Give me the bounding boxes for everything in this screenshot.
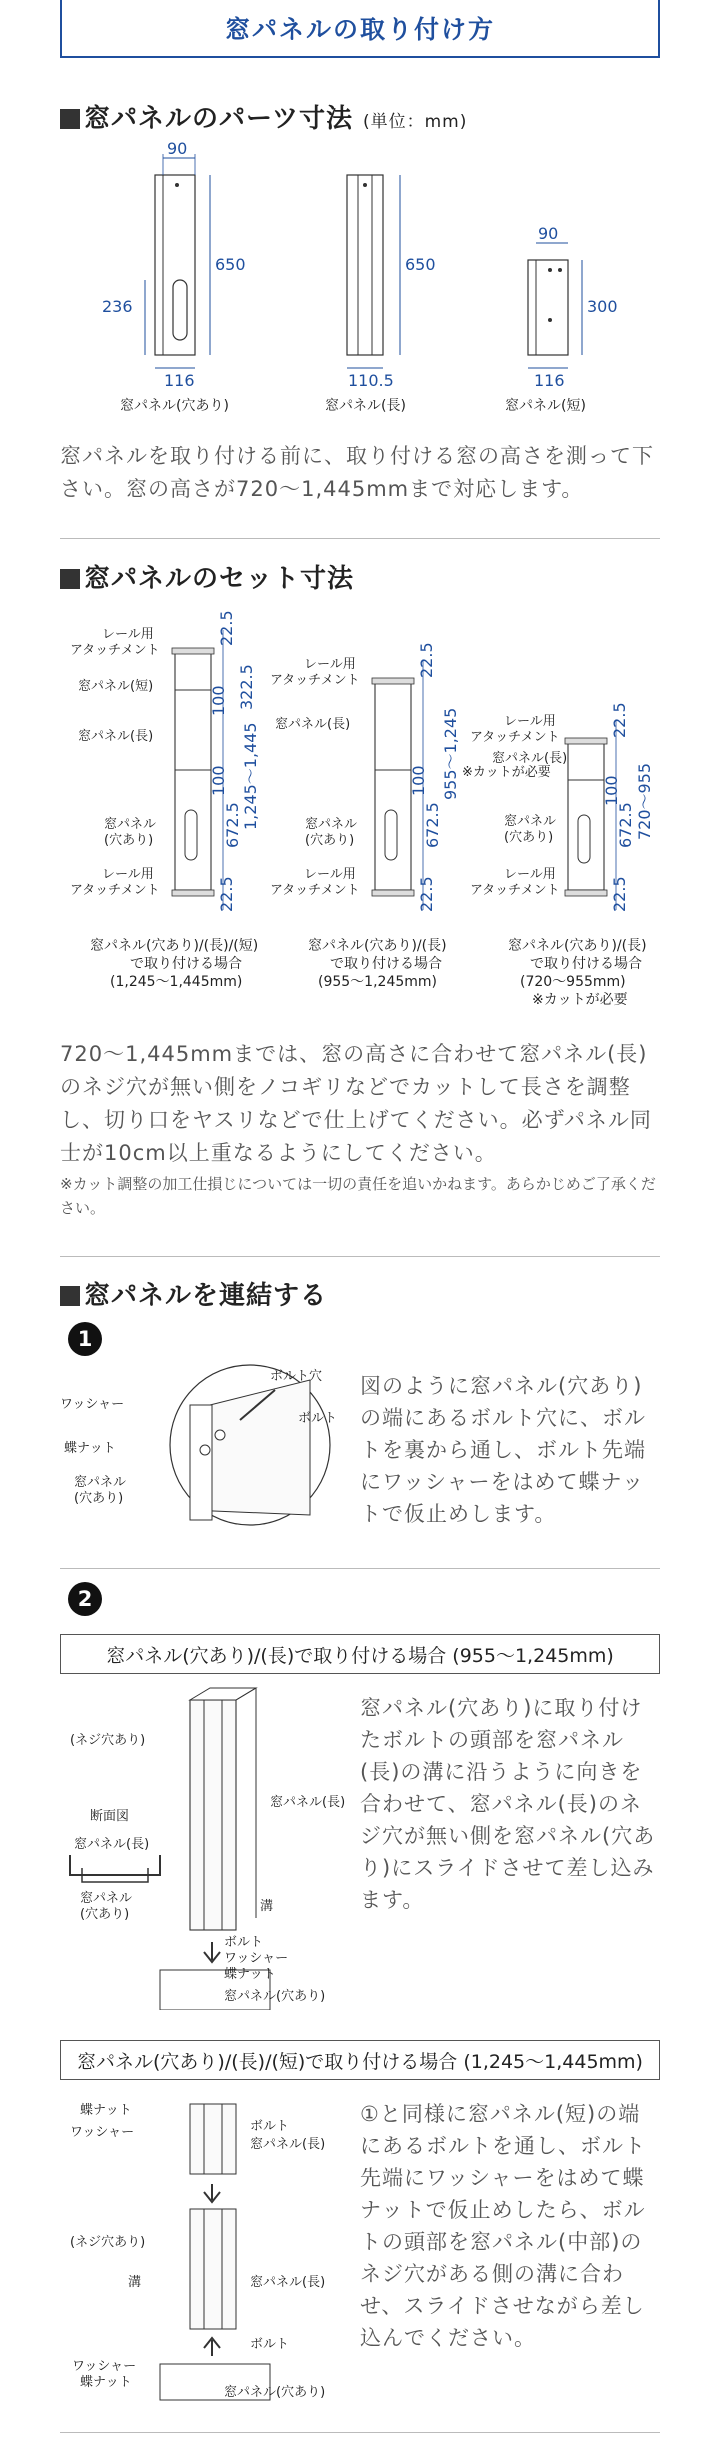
step2a-label-nut: 蝶ナット (224, 1967, 276, 1982)
step1-label-panel1: 窓パネル (74, 1475, 127, 1490)
square-bullet-icon (60, 569, 80, 589)
step1-description: 図のように窓パネル(穴あり)の端にあるボルト穴に、ボルトを裏から通し、ボルト先端にワッシャーをはめて蝶ナットで仮止めします。 (360, 1374, 646, 1526)
setC-dim-bottom: 22.5 (610, 876, 629, 912)
setA-caption1: 窓パネル(穴あり)/(長)/(短) (90, 938, 259, 954)
step2b-label-washer: ワッシャー (70, 2125, 135, 2140)
setB-caption3: (955〜1,245mm) (318, 974, 437, 990)
part-panel-short (505, 224, 618, 414)
setC-attach-bot2: アタッチメント (470, 883, 560, 898)
setA-attach-bot1: レール用 (102, 867, 154, 882)
step2b-label-short: 窓パネル(長) (250, 2137, 326, 2152)
parts-description: 窓パネルを取り付ける前に、取り付ける窓の高さを測って下さい。窓の高さが720〜1,445mmまで対応します。 (60, 444, 654, 501)
part2-height-label: 650 (405, 255, 436, 274)
setC-attach-top2: アタッチメント (470, 730, 560, 745)
case-a-box: 窓パネル(穴あり)/(長)で取り付ける場合 (955〜1,245mm) (60, 1634, 660, 1674)
connect-heading-text: 窓パネルを連結する (84, 1281, 328, 1311)
setB-dim-top: 22.5 (417, 642, 436, 678)
step-2-badge: 2 (68, 1582, 102, 1616)
setC-cut-note: ※カットが必要 (462, 765, 551, 780)
part3-name: 窓パネル(短) (505, 398, 586, 414)
setA-dim-overlap1: 100 (209, 685, 228, 716)
step1-label-bolt: ボルト (298, 1411, 338, 1426)
square-bullet-icon (60, 1286, 80, 1306)
set-diagram-1 (70, 610, 260, 990)
step1-label-panel2: (穴あり) (74, 1491, 124, 1506)
step2a-label-hole: 窓パネル(穴あり) (224, 1989, 326, 2004)
step2b-label-bolt: ボルト (250, 2119, 290, 2134)
step2a-description: 窓パネル(穴あり)に取り付けたボルトの頭部を窓パネル(長)の溝に沿うように向きを合わせて、窓パネル(長)のネジ穴が無い側を窓パネル(穴あり)にスライドさせて差し込みます。 (360, 1696, 656, 1912)
setC-dim-overlap: 100 (602, 775, 621, 806)
setA-caption2: で取り付ける場合 (130, 956, 242, 972)
setC-attach-bot1: レール用 (504, 867, 556, 882)
setC-caption3: (720〜955mm) (520, 974, 626, 990)
setA-dim-top: 22.5 (217, 610, 236, 646)
setA-dim-overlap2: 100 (209, 765, 228, 796)
square-bullet-icon (60, 109, 80, 129)
step-1-badge: 1 (68, 1322, 102, 1356)
page-title: 窓パネルの取り付け方 (224, 15, 495, 44)
setC-long-label: 窓パネル(長) (492, 751, 568, 766)
part1-holeheight-label: 236 (102, 297, 133, 316)
step2a-label-bolt: ボルト (224, 1935, 264, 1950)
setA-short-label: 窓パネル(短) (78, 679, 154, 694)
step2b-label-bolt2: ボルト (250, 2337, 290, 2352)
setC-attach-top1: レール用 (504, 714, 556, 729)
setB-attach-bot2: アタッチメント (270, 883, 360, 898)
unit-label: (単位：mm) (362, 112, 468, 132)
page-title-bar (60, 0, 660, 58)
step2a-label-sechole2: (穴あり) (80, 1907, 130, 1922)
part1-name: 窓パネル(穴あり) (120, 398, 229, 414)
setC-hole-label1: 窓パネル (504, 814, 557, 829)
setA-caption3: (1,245〜1,445mm) (110, 974, 243, 990)
part-panel-long (325, 175, 436, 414)
step2a-diagram (60, 1680, 360, 2010)
step1-label-washer: ワッシャー (60, 1397, 125, 1412)
part1-width-label: 116 (164, 371, 195, 390)
setB-attach-top2: アタッチメント (270, 673, 360, 688)
setB-dim-overlap: 100 (409, 765, 428, 796)
set-heading-text: 窓パネルのセット寸法 (84, 564, 355, 594)
setA-dim-hole: 672.5 (223, 802, 242, 848)
parts-heading-text: 窓パネルのパーツ寸法 (84, 104, 353, 134)
setB-hole-label1: 窓パネル (305, 817, 358, 832)
setC-dim-top: 22.5 (610, 702, 629, 738)
step2a-label-screw: (ネジ穴あり) (70, 1733, 146, 1748)
setB-dim-total: 955〜1,245 (441, 707, 460, 800)
set-note: ※カット調整の加工仕損じについては一切の責任を追いかねます。あらかじめご了承ください。 (60, 1175, 656, 1217)
setB-dim-hole: 672.5 (423, 802, 442, 848)
setC-caption4: ※カットが必要 (532, 992, 628, 1008)
parts-dimension-diagram (60, 140, 660, 420)
setB-hole-label2: (穴あり) (305, 833, 355, 848)
section-heading-parts (60, 98, 467, 135)
setA-dim-bottom: 22.5 (217, 876, 236, 912)
step2b-label-nut: 蝶ナット (80, 2103, 132, 2118)
step2a-label-section: 断面図 (90, 1809, 130, 1824)
case-b-box: 窓パネル(穴あり)/(長)/(短)で取り付ける場合 (1,245〜1,445mm) (60, 2040, 660, 2080)
setA-dim-short: 322.5 (237, 664, 256, 710)
setC-caption2: で取り付ける場合 (530, 956, 642, 972)
setB-long-label: 窓パネル(長) (275, 717, 351, 732)
step2b-label-hole: 窓パネル(穴あり) (224, 2385, 326, 2400)
part3-topwidth-label: 90 (538, 224, 559, 243)
step1-diagram (60, 1360, 360, 1530)
step2a-label-washer: ワッシャー (224, 1951, 289, 1966)
setA-hole-label1: 窓パネル (104, 817, 157, 832)
set-dimension-diagram (60, 600, 660, 1020)
setB-attach-bot1: レール用 (304, 867, 356, 882)
divider (60, 1568, 660, 1569)
step2a-label-sechole1: 窓パネル (80, 1891, 133, 1906)
divider (60, 2432, 660, 2433)
setA-hole-label2: (穴あり) (104, 833, 154, 848)
part3-width-label: 116 (534, 371, 565, 390)
step2a-label-groove: 溝 (260, 1899, 274, 1914)
section-heading-connect (60, 1275, 327, 1312)
setA-attach-top2: アタッチメント (70, 643, 160, 658)
divider (60, 538, 660, 539)
step2a-label-long: 窓パネル(長) (270, 1795, 346, 1810)
setC-dim-hole: 672.5 (616, 802, 635, 848)
part2-name: 窓パネル(長) (325, 398, 406, 414)
setB-caption2: で取り付ける場合 (330, 956, 442, 972)
part3-height-label: 300 (587, 297, 618, 316)
setC-dim-total: 720〜955 (635, 762, 654, 840)
step2b-label-washer2: ワッシャー (72, 2359, 137, 2374)
divider (60, 1256, 660, 1257)
setA-long-label: 窓パネル(長) (78, 729, 154, 744)
part-panel-hole (102, 140, 246, 414)
set-description: 720〜1,445mmまでは、窓の高さに合わせて窓パネル(長)のネジ穴が無い側をノコギリなどでカットして長さを調整し、切り口をヤスリなどで仕上げてください。必ずパネル同士が10cm以上重なるようにしてください。 (60, 1042, 652, 1165)
step2b-label-groove: 溝 (128, 2275, 142, 2290)
part1-topwidth-label: 90 (167, 140, 188, 158)
step2b-label-screw: (ネジ穴あり) (70, 2235, 146, 2250)
setB-dim-bottom: 22.5 (417, 876, 436, 912)
set-diagram-2 (270, 642, 460, 990)
step1-label-bolthole: ボルト穴 (270, 1369, 323, 1384)
section-heading-set (60, 558, 354, 595)
setA-attach-bot2: アタッチメント (70, 883, 160, 898)
step2b-label-long: 窓パネル(長) (250, 2275, 326, 2290)
setA-attach-top1: レール用 (102, 627, 154, 642)
setB-attach-top1: レール用 (304, 657, 356, 672)
setC-hole-label2: (穴あり) (504, 830, 554, 845)
step2b-description: ①と同様に窓パネル(短)の端にあるボルトを通し、ボルト先端にワッシャーをはめて蝶ナットで仮止めしたら、ボルトの頭部を窓パネル(中部)のネジ穴がある側の溝に合わせ、スライドさせながら差し込んでください。 (360, 2102, 646, 2350)
set-diagram-3 (462, 702, 654, 1008)
setC-caption1: 窓パネル(穴あり)/(長) (508, 938, 647, 954)
step1-label-nut: 蝶ナット (64, 1441, 116, 1456)
step2b-label-nut2: 蝶ナット (80, 2375, 132, 2390)
part1-height-label: 650 (215, 255, 246, 274)
setA-dim-total: 1,245〜1,445 (241, 722, 260, 830)
step2a-label-seclong: 窓パネル(長) (74, 1837, 150, 1852)
part2-width-label: 110.5 (348, 371, 394, 390)
setB-caption1: 窓パネル(穴あり)/(長) (308, 938, 447, 954)
step2b-diagram (60, 2094, 360, 2404)
